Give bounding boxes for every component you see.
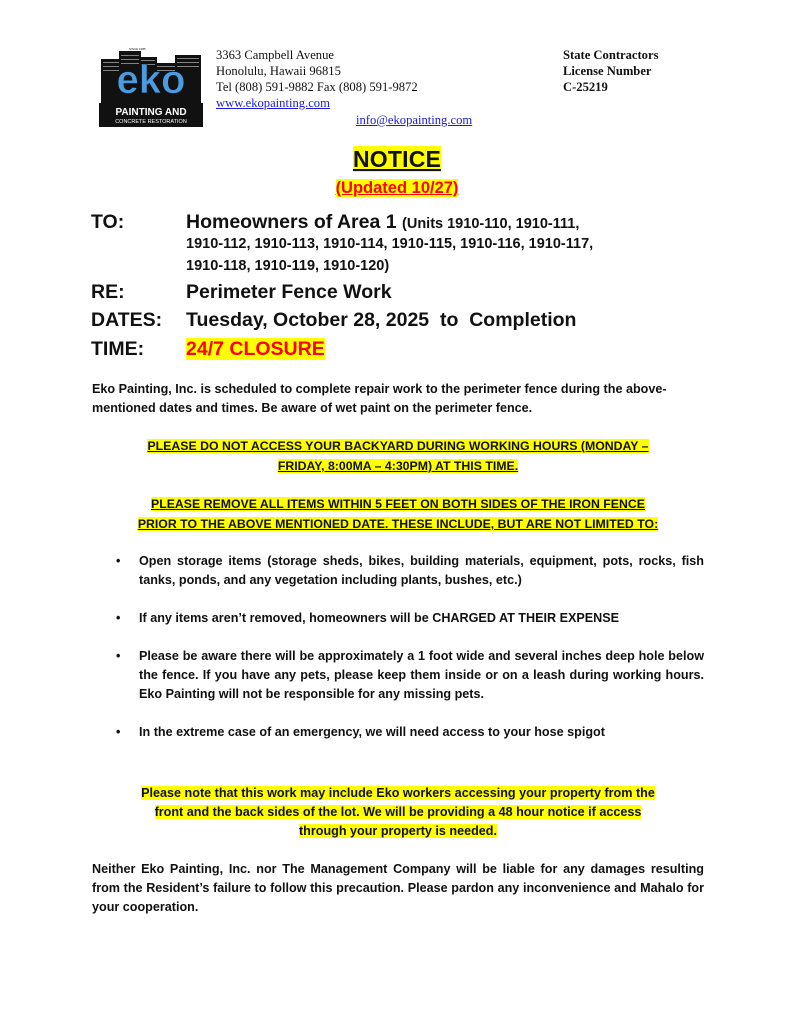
time-value-wrap [186,338,325,361]
bullet-icon: • [116,725,121,739]
closing-paragraph: Neither Eko Painting, Inc. nor The Management Company will be liable for any damages resulting from the Resident’s failure to follow this precaution. Please pardon any inconvenience and Mahalo for your cooperation. [92,862,704,914]
bullet-icon: • [116,554,121,568]
address-line-2: Honolulu, Hawaii 96815 [216,64,341,78]
warning-remove-line-2: PRIOR TO THE ABOVE MENTIONED DATE. THESE INCLUDE, BUT ARE NOT LIMITED TO: [137,517,659,531]
eko-logo-graphic [99,45,203,127]
website-link[interactable]: www.ekopainting.com [216,96,330,110]
notice-title-wrap [0,146,794,173]
list-item-text: In the extreme case of an emergency, we will need access to your hose spigot [139,725,605,739]
notice-title: NOTICE [352,146,442,172]
intro-paragraph: Eko Painting, Inc. is scheduled to complete repair work to the perimeter fence during the above-mentioned dates and times. Be aware of wet paint on the perimeter fence. [92,382,667,415]
logo-wordmark: eko [116,58,186,102]
to-label: TO: [91,211,125,233]
updated-wrap [0,179,794,198]
logo-since: SINCE 1985 [129,47,146,51]
to-units-3: 1910-118, 1910-119, 1910-120) [186,258,390,274]
license-label-2: License Number [563,64,652,78]
warning-backyard-line-2: FRIDAY, 8:00MA – 4:30PM) AT THIS TIME. [277,459,519,473]
time-value: 24/7 CLOSURE [186,338,325,360]
warning-remove-line-1: PLEASE REMOVE ALL ITEMS WITHIN 5 FEET ON BOTH SIDES OF THE IRON FENCE [151,497,645,511]
list-item [92,609,704,628]
dates-value: Tuesday, October 28, 2025 to Completion [186,309,577,331]
company-address [216,47,418,111]
logo-tagline-1: PAINTING AND [115,107,187,118]
to-units-1: (Units 1910-110, 1910-111, [402,216,580,232]
list-item-text: If any items aren’t removed, homeowners will be CHARGED AT THEIR EXPENSE [139,611,620,625]
license-label-1: State Contractors [563,48,659,62]
list-item-text: Open storage items (storage sheds, bikes, building materials, equipment, pots, rocks, fish tanks, ponds, and any vegetation including plants, bushes, etc.) [139,554,704,587]
license-number: C-25219 [563,80,608,94]
access-note-line-3: through your property is needed. [298,824,498,838]
list-item [92,552,704,590]
re-label: RE: [91,281,125,303]
dates-label: DATES: [91,309,163,331]
list-item [92,723,704,742]
address-line-1: 3363 Campbell Avenue [216,48,334,62]
list-item-text: Please be aware there will be approximately a 1 foot wide and several inches deep hole below the fence. If you have any pets, please keep them inside or on a leash during working hours. Eko Painting will not be responsible for any missing pets. [139,649,704,701]
access-note [92,784,704,841]
warning-backyard-line-1: PLEASE DO NOT ACCESS YOUR BACKYARD DURING WORKING HOURS (MONDAY – [147,439,649,453]
updated-label: (Updated 10/27) [335,179,459,197]
warning-remove-items [92,494,704,534]
requirements-list [92,552,704,761]
email-link[interactable]: info@ekopainting.com [356,113,473,127]
logo-tagline-2: CONCRETE RESTORATION [115,119,187,125]
phone-fax: Tel (808) 591-9882 Fax (808) 591-9872 [216,80,418,94]
bullet-icon: • [116,649,121,663]
re-value: Perimeter Fence Work [186,281,392,303]
to-value: Homeowners of Area 1 [186,211,397,233]
to-value-line [186,211,579,234]
time-label: TIME: [91,338,145,360]
company-logo [99,45,203,127]
access-note-line-2: front and the back sides of the lot. We will be providing a 48 hour notice if access [154,805,642,819]
list-item [92,647,704,704]
to-units-2: 1910-112, 1910-113, 1910-114, 1910-115, 1910-116, 1910-117, [186,236,594,252]
access-note-line-1: Please note that this work may include Eko workers accessing your property from the [141,786,655,800]
warning-backyard [92,436,704,476]
license-info [563,47,658,95]
bullet-icon: • [116,611,121,625]
